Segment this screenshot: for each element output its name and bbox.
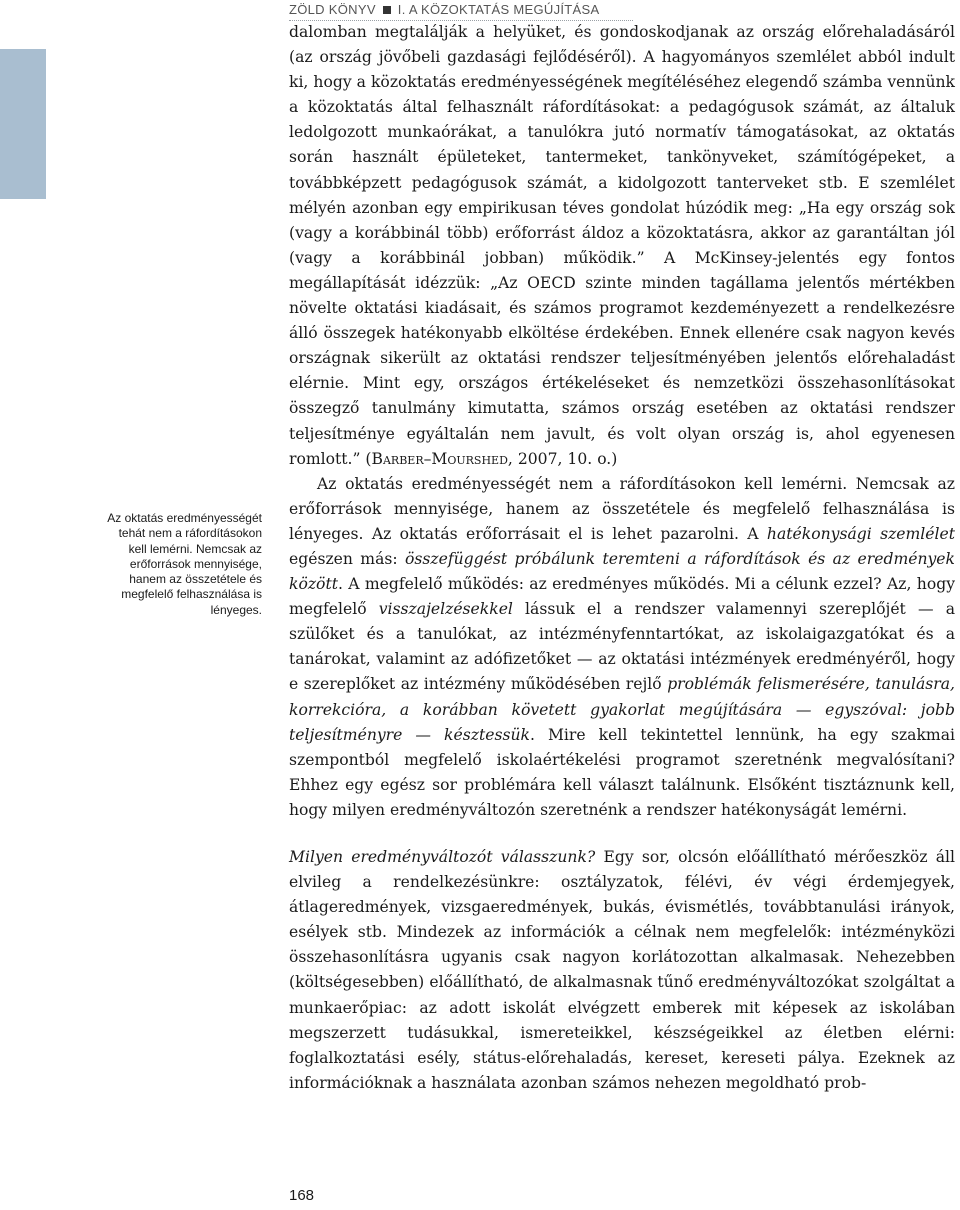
- chapter-side-tab: [0, 49, 46, 199]
- paragraph-3-heading-question: Milyen eredményváltozót válasszunk?: [289, 848, 596, 866]
- paragraph-2: [289, 472, 955, 823]
- page-number: 168: [289, 1187, 315, 1204]
- header-chapter-title: I. A KÖZOKTATÁS MEGÚJÍTÁSA: [397, 2, 600, 17]
- paragraph-1: [289, 20, 955, 472]
- citation-authors: Barber–Mourshed: [371, 449, 508, 468]
- header-separator-square: [383, 6, 391, 14]
- running-header: [289, 2, 633, 21]
- paragraph-2-text-e: . Mire kell tekintettel lennünk, ha egy szakmai szempontból megfelelő iskolaértékelési programot szeretnénk megvalósítani? Ehhez egy egész sor problémára kell választ találnunk. Elsőként tisztáznunk kell, hogy milyen eredményváltozón szeretnénk a rendszer hatékonyságát lemérni.: [289, 725, 955, 819]
- paragraph-2-text-b: egészen más:: [289, 549, 405, 568]
- header-book-title: ZÖLD KÖNYV: [289, 2, 376, 17]
- emphasis-problems: problémák felismerésére, tanulásra, korrekcióra, a korábban követett gyakorlat megújítására — egyszóval: jobb teljesítményre — késztessük: [289, 675, 955, 744]
- citation-details: , 2007, 10. o.): [507, 449, 618, 468]
- paragraph-2-text-c: . A megfelelő működés: az eredményes működés. Mi a célunk ezzel? Az, hogy megfelelő: [289, 575, 955, 619]
- body-text: [289, 20, 955, 1096]
- paragraph-3: [289, 845, 955, 1096]
- emphasis-efficiency-view: hatékonysági szemlélet: [766, 524, 955, 543]
- margin-note: Az oktatás eredményességét tehát nem a ráfordításokon kell lemérni. Nemcsak az erőforrások mennyisége, hanem az összetétele és megfelelő felhasználása is lényeges.: [107, 511, 262, 617]
- paragraph-2-text-d: lássuk el a rendszer valamennyi szereplőjét — a szülőket és a tanulókat, az intézményfenntartókat, az iskolaigazgatókat és a tanárokat, valamint az adófizetőket — az oktatási intézmények eredményéről, hogy e szereplőket az intézmény működésében rejlő: [289, 600, 955, 694]
- emphasis-feedback: visszajelzésekkel: [378, 600, 513, 619]
- paragraph-1-text: dalomban megtalálják a helyüket, és gondoskodjanak az ország előrehaladásáról (az ország jövőbeli gazdasági fejlődéséről). A hagyományos szemlélet abból indult ki, hogy a közoktatás eredményességének megítéléséhez elegendő számba vennünk a közoktatás által felhasznált ráfordításokat: a pedagógusok számát, az általuk ledolgozott munkaórákat, a tanulókra jutó normatív támogatásokat, az oktatás során használt épületeket, tantermeket, tankönyveket, számítógépeket, a továbbképzett pedagógusok számát, a kidolgozott tanterveket stb. E szemlélet mélyén azonban egy empirikusan téves gondolat húzódik meg: „Ha egy ország sok (vagy a korábbinál több) erőforrást áldoz a közoktatásra, akkor az garantáltan jól (vagy a korábbinál jobban) működik.” A McKinsey-jelentés egy fontos megállapítását idézzük: „Az OECD szinte minden tagállama jelentős mértékben növelte oktatási kiadásait, és számos programot kezdeményezett a rendelkezésre álló összegek hatékonyabb elköltése érdekében. Ennek ellenére csak nagyon kevés országnak sikerült az oktatási rendszer teljesítményében jelentős előrehaladást elérnie. Mint egy, országos értékeléseket és nemzetközi összehasonlításokat összegző tanulmány kimutatta, számos ország esetében az oktatási rendszer teljesítménye egyáltalán nem javult, és volt olyan ország is, ahol egyenesen romlott.” (: [289, 23, 955, 468]
- paragraph-2-text-a: Az oktatás eredményességét nem a ráfordításokon kell lemérni. Nemcsak az erőforrások mennyisége, hanem az összetétele és megfelelő felhasználása is lényeges. Az oktatás erőforrásait el is lehet pazarolni. A: [289, 474, 955, 543]
- paragraph-3-text: Egy sor, olcsón előállítható mérőeszköz áll elvileg a rendelkezésünkre: osztályzatok, félévi, év végi érdemjegyek, átlageredmények, vizsgaeredmények, bukás, évismétlés, továbbtanulási irányok, esélyek stb. Mindezek az információk a célnak nem megfelelők: intézményközi összehasonlításra ugyanis csak nagyon korlátozottan alkalmasak. Nehezebben (költségesebben) előállítható, de alkalmasnak tűnő eredményváltozókat szolgáltat a munkaerőpiac: az adott iskolát elvégzett emberek mit képesek az iskolában megszerzett tudásukkal, ismereteikkel, készségeikkel az életben elérni: foglalkoztatási esély, státus-előrehaladás, kereset, kereseti pálya. Ezeknek az információknak a használata azonban számos nehezen megoldható prob-: [289, 848, 955, 1092]
- emphasis-relation: összefüggést próbálunk teremteni a ráfordítások és az eredmények között: [289, 549, 955, 594]
